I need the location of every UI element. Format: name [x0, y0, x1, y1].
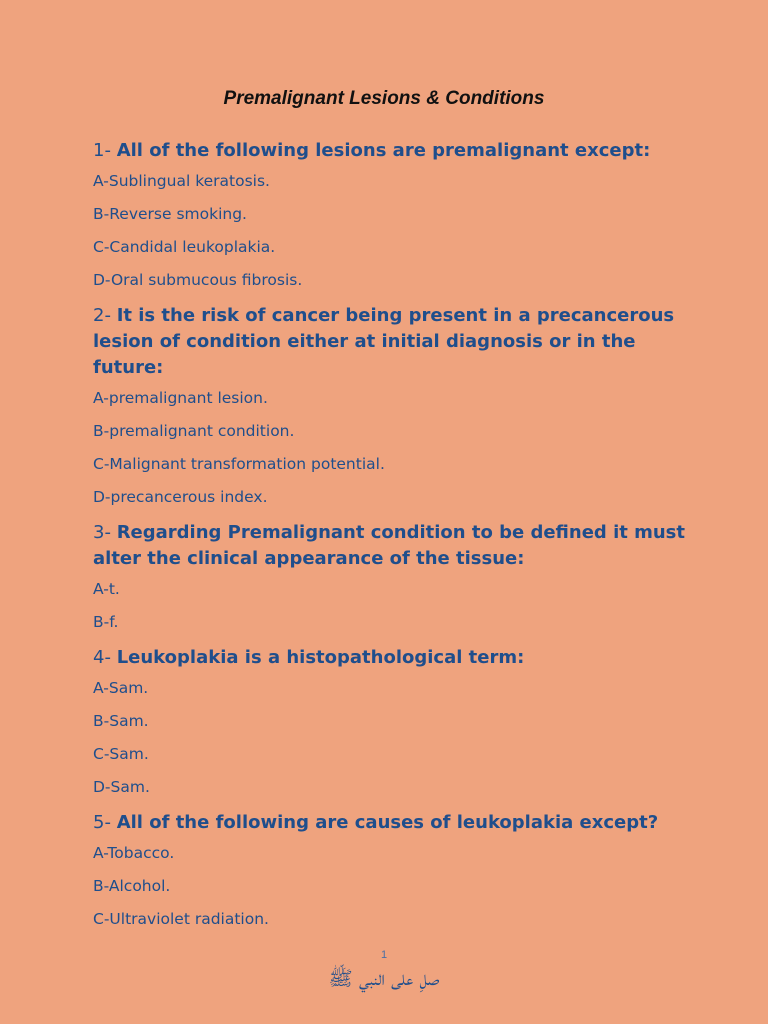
question-text: All of the following are causes of leukoplakia except?: [116, 812, 659, 833]
question-text: Leukoplakia is a histopathological term:: [116, 647, 525, 668]
question-5: [93, 810, 693, 836]
question-text: It is the risk of cancer being present in a precancerous lesion of condition either at initial diagnosis or in the future:: [93, 305, 675, 378]
answer-option: A-Sam.: [93, 679, 149, 697]
answer-option: C-Sam.: [93, 745, 149, 763]
question-2: [93, 303, 693, 381]
answer-option: D-precancerous index.: [93, 488, 268, 506]
answer-option: B-Reverse smoking.: [93, 205, 247, 223]
question-text: All of the following lesions are premalignant except:: [116, 140, 651, 161]
answer-option: A-Tobacco.: [93, 844, 175, 862]
question-number: 2-: [93, 305, 111, 326]
answer-option: A-premalignant lesion.: [93, 389, 268, 407]
question-4: [93, 645, 693, 671]
answer-option: C-Malignant transformation potential.: [93, 455, 385, 473]
answer-option: B-Sam.: [93, 712, 149, 730]
answer-option: B-f.: [93, 613, 119, 631]
answer-option: B-premalignant condition.: [93, 422, 295, 440]
question-3: [93, 520, 693, 572]
question-1: [93, 138, 693, 164]
question-text: Regarding Premalignant condition to be defined it must alter the clinical appearance of the tissue:: [93, 522, 685, 569]
answer-option: C-Candidal leukoplakia.: [93, 238, 276, 256]
answer-option: D-Sam.: [93, 778, 150, 796]
question-list: [93, 138, 693, 942]
page-number: 1: [380, 949, 388, 961]
question-number: 3-: [93, 522, 111, 543]
answer-option: A-Sublingual keratosis.: [93, 172, 270, 190]
answer-option: A-t.: [93, 580, 120, 598]
question-number: 5-: [93, 812, 111, 833]
document-title: Premalignant Lesions & Conditions: [223, 88, 545, 109]
answer-option: D-Oral submucous fibrosis.: [93, 271, 303, 289]
footer-calligraphy: صلِ على النبي ﷺ: [328, 966, 440, 990]
question-number: 4-: [93, 647, 111, 668]
answer-option: B-Alcohol.: [93, 877, 171, 895]
answer-option: C-Ultraviolet radiation.: [93, 910, 269, 928]
question-number: 1-: [93, 140, 111, 161]
